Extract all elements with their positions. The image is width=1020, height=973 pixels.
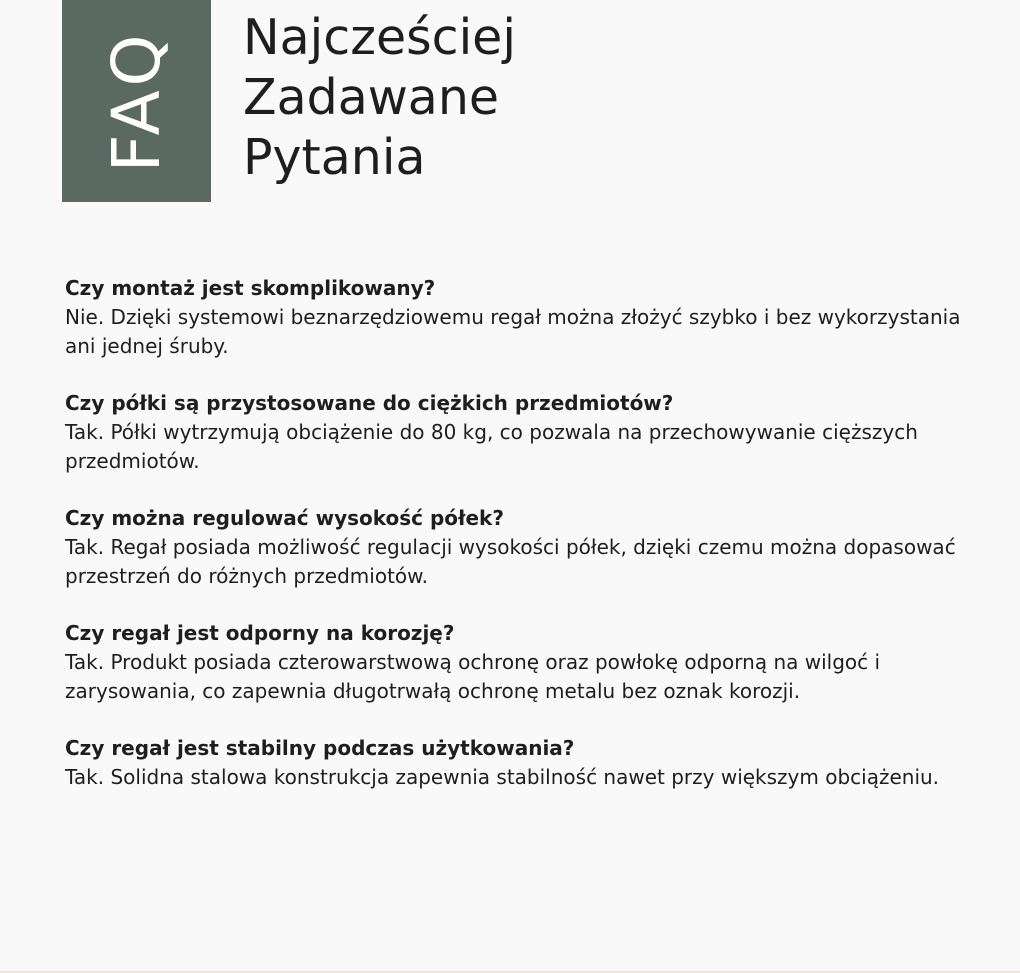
faq-list	[65, 274, 965, 820]
faq-badge	[62, 0, 211, 202]
page-title-line: Pytania	[243, 129, 426, 186]
faq-answer: Tak. Solidna stalowa konstrukcja zapewnia stabilność nawet przy większym obciążeniu.	[65, 765, 940, 789]
faq-item	[65, 504, 965, 591]
faq-item	[65, 619, 965, 706]
faq-question: Czy montaż jest skomplikowany?	[65, 276, 436, 300]
faq-item	[65, 389, 965, 476]
faq-answer: Nie. Dzięki systemowi beznarzędziowemu regał można złożyć szybko i bez wykorzystania ani jednej śruby.	[65, 305, 961, 358]
faq-question: Czy półki są przystosowane do ciężkich przedmiotów?	[65, 391, 674, 415]
faq-item	[65, 734, 965, 792]
faq-answer: Tak. Półki wytrzymują obciążenie do 80 kg, co pozwala na przechowywanie cięższych przedmiotów.	[65, 420, 918, 473]
faq-item	[65, 274, 965, 361]
page-title	[243, 8, 516, 188]
faq-answer: Tak. Produkt posiada czterowarstwową ochronę oraz powłokę odporną na wilgoć i zarysowania, co zapewnia długotrwałą ochronę metalu bez oznak korozji.	[65, 650, 881, 703]
page-title-line: Zadawane	[243, 69, 500, 126]
page-title-line: Najcześciej	[243, 9, 516, 66]
faq-question: Czy można regulować wysokość półek?	[65, 506, 504, 530]
faq-question: Czy regał jest stabilny podczas użytkowania?	[65, 736, 575, 760]
faq-answer: Tak. Regał posiada możliwość regulacji wysokości półek, dzięki czemu można dopasować przestrzeń do różnych przedmiotów.	[65, 535, 956, 588]
faq-badge-text: FAQ	[97, 29, 175, 173]
faq-question: Czy regał jest odporny na korozję?	[65, 621, 455, 645]
